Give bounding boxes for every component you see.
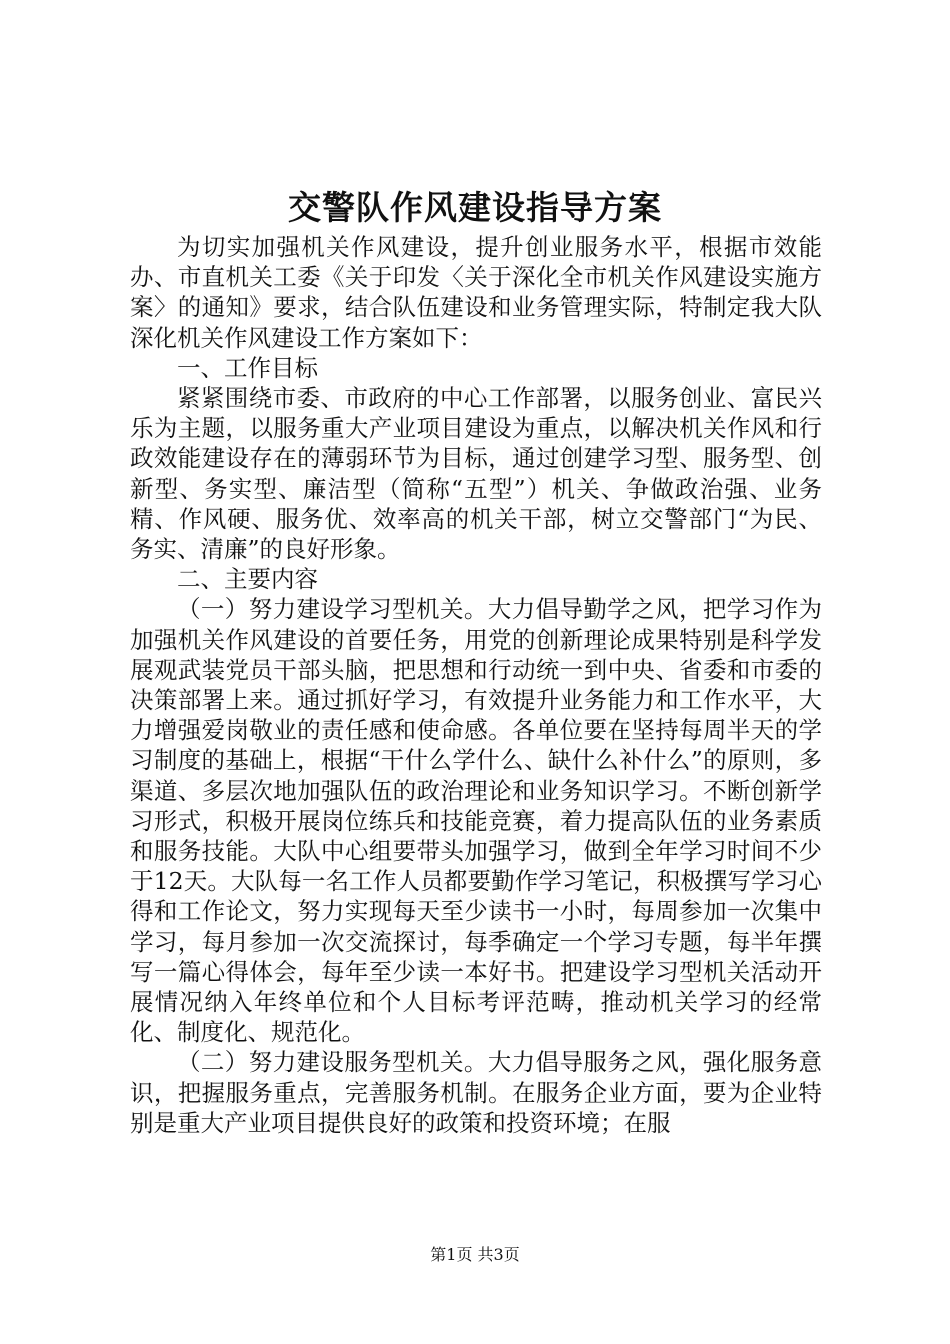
learning-organization-paragraph: （一）努力建设学习型机关。大力倡导勤学之风，把学习作为加强机关作风建设的首要任务，用党的创新理论成果特别是科学发展观武装党员干部头脑，把思想和行动统一到中央、省委和市委的决策部署上来。通过抓好学习，有效提升业务能力和工作水平，大力增强爱岗敬业的责任感和使命感。各单位要在坚持每周半天的学习制度的基础上，根据“干什么学什么、缺什么补什么”的原则，多渠道、多层次地加强队伍的政治理论和业务知识学习。不断创新学习形式，积极开展岗位练兵和技能竞赛，着力提高队伍的业务素质和服务技能。大队中心组要带头加强学习，做到全年学习时间不少于12天。大队每一名工作人员都要勤作学习笔记，积极撰写学习心得和工作论文，努力实现每天至少读书一小时，每周参加一次集中学习，每月参加一次交流探讨，每季确定一个学习专题，每半年撰写一篇心得体会，每年至少读一本好书。把建设学习型机关活动开展情况纳入年终单位和个人目标考评范畴，推动机关学习的经常化、制度化、规范化。 — [130, 595, 822, 1047]
section-heading-goals: 一、工作目标 — [177, 353, 318, 382]
intro-paragraph: 为切实加强机关作风建设，提升创业服务水平，根据市效能办、市直机关工委《关于印发〈关于深化全市机关作风建设实施方案〉的通知》要求，结合队伍建设和业务管理实际，特制定我大队深化机关作风建设工作方案如下： — [130, 233, 822, 352]
page-number: 第1页 共3页 — [430, 1245, 520, 1264]
service-organization-paragraph: （二）努力建设服务型机关。大力倡导服务之风，强化服务意识，把握服务重点，完善服务机制。在服务企业方面，要为企业特别是重大产业项目提供良好的政策和投资环境；在服 — [130, 1048, 822, 1137]
goals-paragraph: 紧紧围绕市委、市政府的中心工作部署，以服务创业、富民兴乐为主题，以服务重大产业项目建设为重点，以解决机关作风和行政效能建设存在的薄弱环节为目标，通过创建学习型、服务型、创新型、务实型、廉洁型（简称“五型”）机关、争做政治强、业务精、作风硬、服务优、效率高的机关干部，树立交警部门“为民、务实、清廉”的良好形象。 — [130, 384, 822, 564]
document-body — [130, 232, 822, 1138]
section-heading-content: 二、主要内容 — [177, 565, 318, 594]
document-title: 交警队作风建设指导方案 — [288, 188, 662, 227]
